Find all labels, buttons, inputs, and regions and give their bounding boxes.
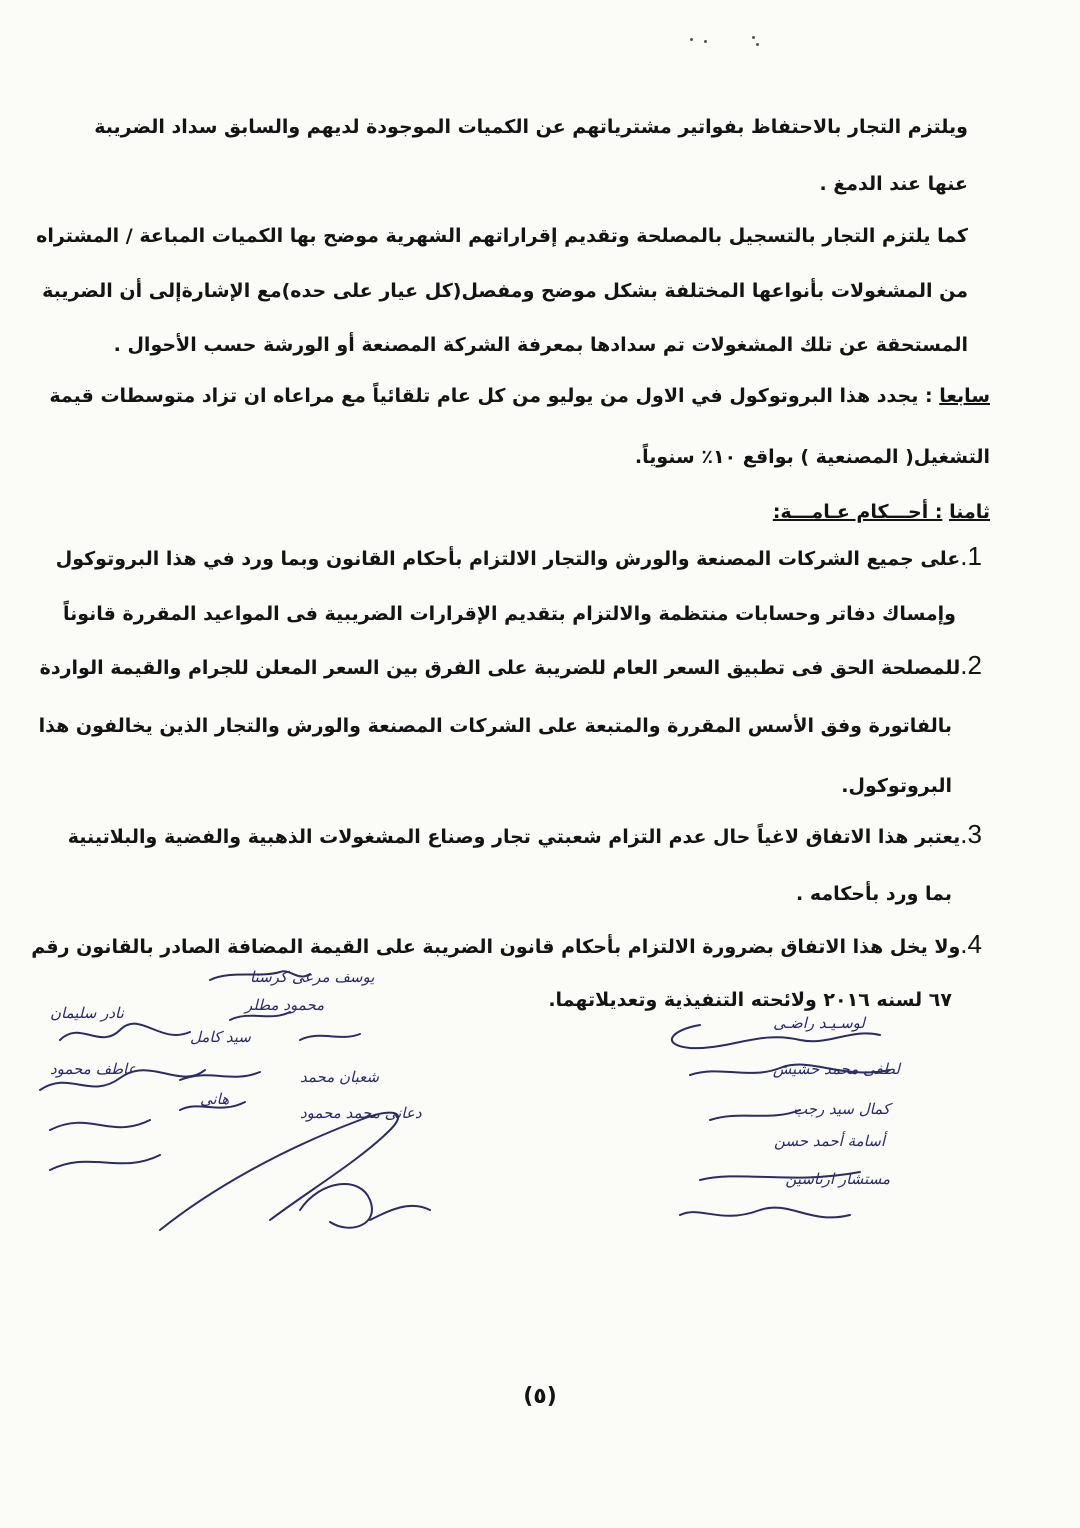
- item-1-line-2: وإمساك دفاتر وحسابات منتظمة والالتزام بتقديم الإقرارات الضريبية فى المواعيد المقررة قانوناً: [62, 603, 956, 625]
- handwritten-signatures-right: [660, 1010, 920, 1250]
- item-4-line-2: ٦٧ لسنه ٢٠١٦ ولائحته التنفيذية وتعديلاتهما.: [548, 989, 952, 1011]
- scan-marks: [690, 34, 780, 50]
- item-3-line-1: [67, 819, 982, 851]
- item-1-text: على جميع الشركات المصنعة والورش والتجار الالتزام بأحكام القانون وبما ورد في هذا البروتوكول: [55, 548, 961, 570]
- item-3-text: يعتبر هذا الاتفاق لاغياً حال عدم التزام شعبتي تجار وصناع المشغولات الذهبية والفضية والبلاتينية: [67, 826, 961, 848]
- signature-left-7: هانى: [200, 1090, 230, 1108]
- signature-right-4: أسامة أحمد حسن: [774, 1132, 885, 1150]
- signature-right-5: مستشار ارناسين: [785, 1170, 890, 1188]
- item-2-number: 2.: [960, 650, 982, 680]
- item-1-number: 1.: [960, 541, 982, 571]
- signature-right-3: كمال سيد رجب: [792, 1100, 890, 1118]
- paragraph-line-4: من المشغولات بأنواعها المختلفة بشكل موضح ومفصل(كل عيار على حده)مع الإشارةإلى أن الضريبة: [42, 280, 968, 302]
- signature-right-1: لوسـيـد راضـى: [773, 1014, 865, 1032]
- item-2-line-1: [39, 650, 982, 682]
- paragraph-line-1: ويلتزم التجار بالاحتفاظ بفواتير مشترياتهم عن الكميات الموجودة لديهم والسابق سداد الضريبة: [94, 116, 968, 138]
- item-4-line-1: [31, 929, 982, 961]
- item-3-line-2: بما ورد بأحكامه .: [796, 883, 952, 905]
- item-3-number: 3.: [960, 819, 982, 849]
- eighth-heading: [773, 498, 990, 526]
- item-2-text: للمصلحة الحق فى تطبيق السعر العام للضريبة على الفرق بين السعر المعلن للجرام والقيمة الواردة: [39, 657, 961, 679]
- signature-right-2: لطفى محمد حشيش: [772, 1060, 900, 1078]
- signature-left-1: يوسف مرعى كرسنا: [250, 968, 375, 986]
- item-2-line-2: بالفاتورة وفق الأسس المقررة والمتبعة على الشركات المصنعة والورش والتجار الذين يخالفون هذا: [38, 715, 952, 737]
- item-4-text: ولا يخل هذا الاتفاق بضرورة الالتزام بأحكام قانون الضريبة على القيمة المضافة الصادر بالقانون رقم: [31, 936, 961, 958]
- signature-left-4: نادر سليمان: [50, 1004, 124, 1022]
- item-2-line-3: البروتوكول.: [841, 775, 952, 797]
- item-1-line-1: [55, 541, 982, 573]
- paragraph-line-5: المستحقة عن تلك المشغولات تم سدادها بمعرفة الشركة المصنعة أو الورشة حسب الأحوال .: [113, 334, 968, 356]
- paragraph-line-3: كما يلتزم التجار بالتسجيل بالمصلحة وتقديم إقراراتهم الشهرية موضح بها الكميات المباعة / المشتراه: [36, 225, 968, 247]
- eighth-title: : أحـــكام عـامـــة:: [772, 501, 943, 523]
- signature-left-6: شعبان محمد: [300, 1068, 379, 1086]
- signature-left-2: محمود مطلر: [245, 996, 325, 1014]
- seventh-text: : يجدد هذا البروتوكول في الاول من يوليو من كل عام تلقائياً مع مراعاه ان تزاد متوسطات قيمة: [49, 385, 933, 407]
- page-number: (٥): [523, 1384, 557, 1409]
- seventh-line-1: [49, 382, 990, 410]
- seventh-label: سابعا: [939, 385, 990, 407]
- item-4-number: 4.: [960, 929, 982, 959]
- signature-left-8: دعانى محمد محمود: [300, 1104, 422, 1122]
- paragraph-line-2: عنها عند الدمغ .: [819, 173, 968, 195]
- handwritten-signatures-left: [30, 960, 460, 1260]
- eighth-label: ثامنا: [949, 501, 990, 523]
- seventh-line-2: التشغيل( المصنعية ) بواقع ١٠٪ سنوياً.: [634, 446, 990, 468]
- signature-left-3: سيد كامل: [190, 1028, 251, 1046]
- signature-left-5: عاطف محمود: [50, 1060, 137, 1078]
